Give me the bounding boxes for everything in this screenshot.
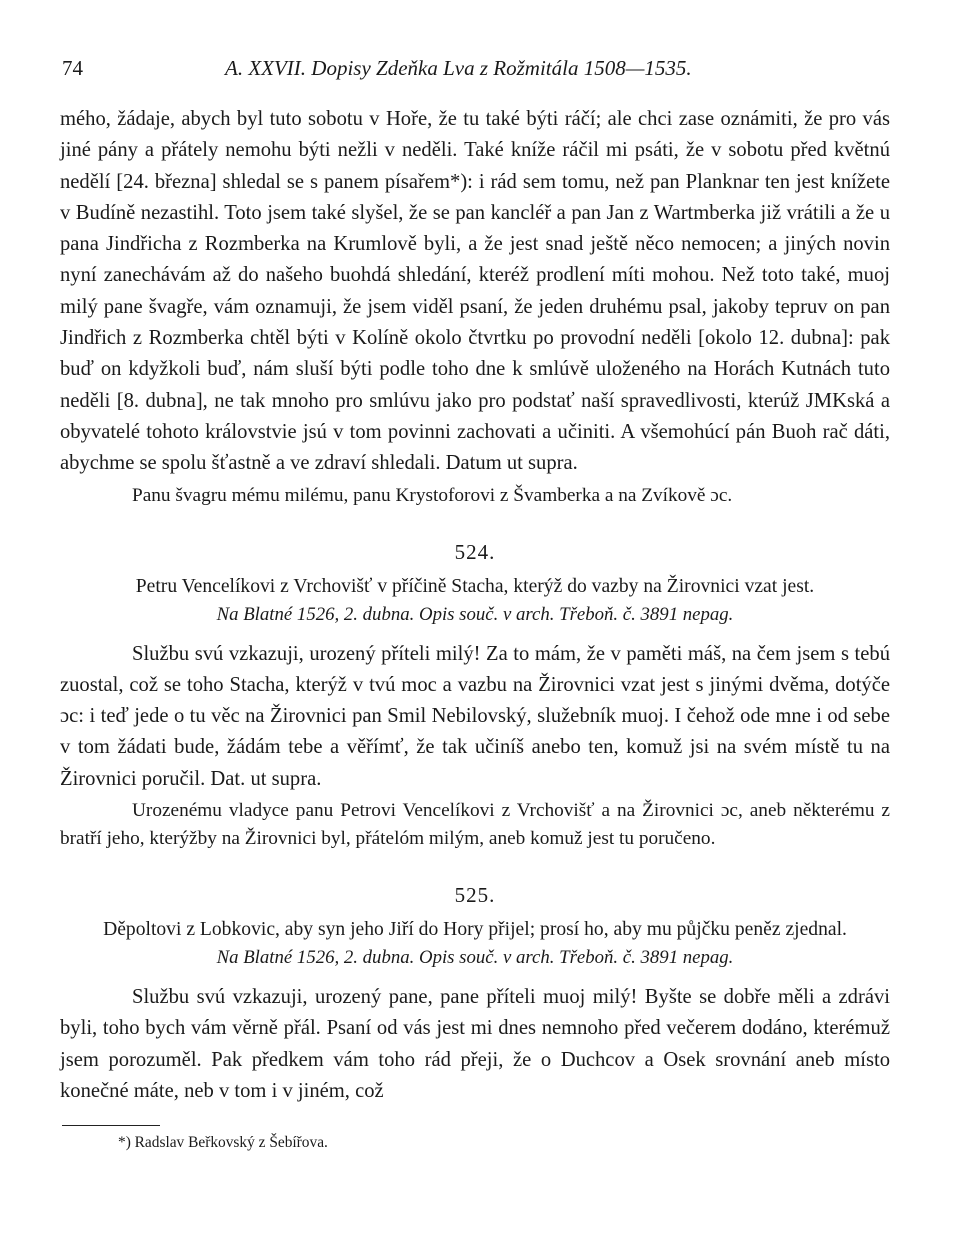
page bbox=[60, 52, 890, 1152]
letter-heading: Petru Vencelíkovi z Vrchovišť v příčině Stacha, kterýž do vazby na Žirovnici vzat jest. bbox=[135, 575, 815, 597]
letter-address: Urozenému vladyce panu Petrovi Vencelíkovi z Vrchovišť a na Žirovnici ɔc, aneb některému z bratří jeho, kterýžby na Žirovnici byl, přátelóm milým, aneb komuž jest tu poručeno. bbox=[60, 800, 890, 850]
letter-source: Na Blatné 1526, 2. dubna. Opis souč. v arch. Třeboň. č. 3891 nepag. bbox=[216, 603, 734, 625]
letter-heading: Děpoltovi z Lobkovic, aby syn jeho Jiří do Hory přijel; prosí ho, aby mu půjčku peněz zjednal. bbox=[103, 919, 847, 941]
page-number: 74 bbox=[62, 56, 83, 80]
footnote: *) Radslav Beřkovský z Šebířova. bbox=[118, 1134, 328, 1152]
running-head bbox=[60, 52, 890, 86]
continuation-paragraph: mého, žádaje, abych byl tuto sobotu v Hoře, že tu také býti ráčí; ale chci zase oznámiti, že pro vás jiné pány a přátely nemohu býti nežli v neděli. Také kníže ráčil mi psáti, že v sobotu před květnú nedělí [24. března] shledal se s panem písařem*): i rád sem tomu, než pan Planknar ten jest knížete v Budíně nezastihl. Toto jsem také slyšel, že se pan kancléř a pan Jan z Wartmberka již vrátili a že u pana Jindřicha z Rozmberka na Krumlově byli, a že jest snad ještě něco nemocen; a jiných novin nyní zanechávám až do našeho buohdá shledání, kteréž prodlení míti mohou. Než toto také, muoj milý pane švagře, vám oznamuji, že jsem viděl psaní, že jeden druhému psal, jakoby tepruv on pan Jindřich z Rozmberka chtěl býti v Kolíně okolo čtvrtku po provodní neděli [okolo 12. dubna]: pak buď on kdyžkoli buď, nám sluší býti podle toho dne k smlúvě uloženého na Horách Kutnách tuto neděli [8. dubna], ne tak mnoho pro smlúvu jako pro podstať naší spravedlivosti, kterúž JMKská a obyvatelé tohoto královstvie jsú v tom povinni zachovati a učiniti. A všemohúcí pán Buoh rač dáti, abychme se spolu šťastně a ve zdraví shledali. Datum ut supra. bbox=[60, 108, 890, 475]
letter-source: Na Blatné 1526, 2. dubna. Opis souč. v arch. Třeboň. č. 3891 nepag. bbox=[216, 947, 734, 969]
letter-body: Službu svú vzkazuji, urozený pane, pane příteli muoj milý! Byšte se dobře měli a zdrávi byli, toho bych vám věrně přál. Psaní od vás jest mi dnes nemnoho před večerem dodáno, kterémuž jsem porozuměl. Pak předkem vám toho rád přeji, že o Duchcov a Osek srovnání aneb místo konečné máte, neb v tom i v jiném, což bbox=[60, 986, 890, 1102]
running-title: A. XXVII. Dopisy Zdeňka Lva z Rožmitála 1508—1535. bbox=[225, 56, 692, 80]
letter-number: 524. bbox=[454, 539, 496, 564]
letter-number: 525. bbox=[454, 883, 496, 908]
letter-address: Panu švagru mému milému, panu Krystoforovi z Švamberka a na Zvíkově ɔc. bbox=[132, 484, 733, 506]
footnote-divider bbox=[62, 1125, 160, 1126]
letter-body: Službu svú vzkazuji, urozený příteli milý! Za to mám, že v paměti máš, na čem jsem s tebú zuostal, což se toho Stacha, kterýž v tvú moc a vazbu na Žirovnici vzat jest s jinými dvěma, dotýče ɔc: i teď jede o tu věc na Žirovnici pan Smil Nebilovský, služebník muoj. I čehož ode mne i od sebe v tom žádati bude, žádám tebe a věřímť, že tak učiníš anebo ten, komuž jsi na svém místě tu na Žirovnici poručil. Dat. ut supra. bbox=[60, 642, 890, 790]
